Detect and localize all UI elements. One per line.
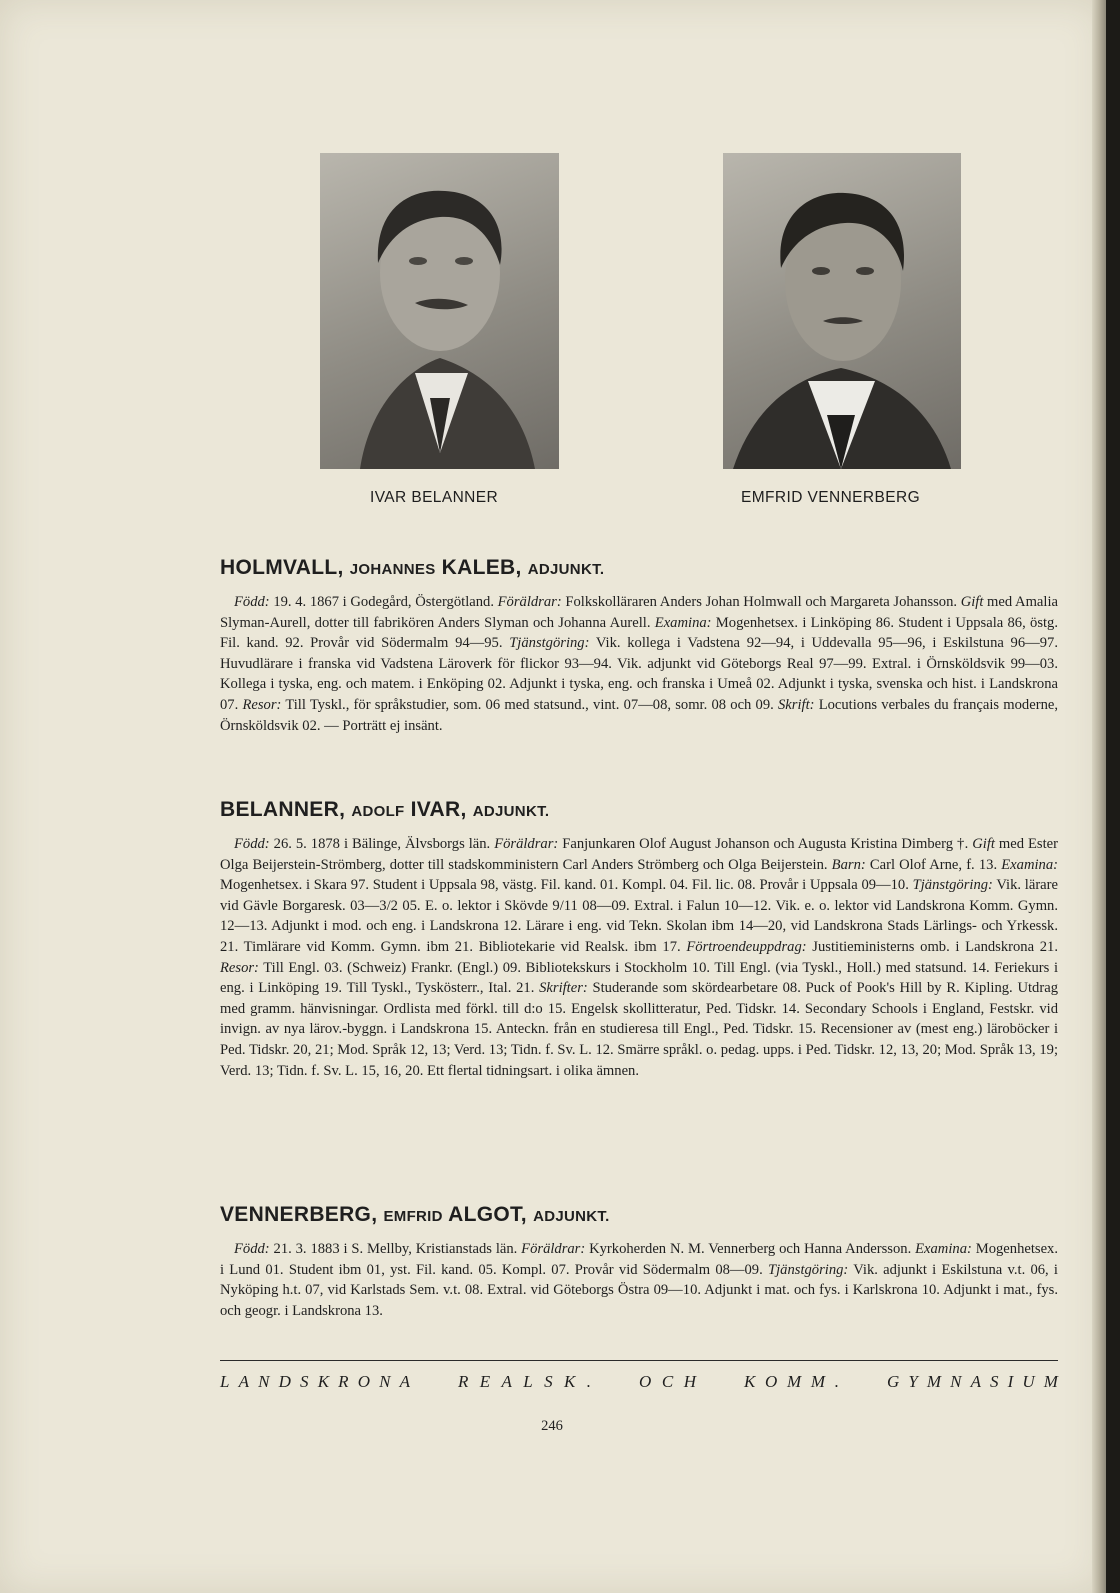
portrait-caption-right: EMFRID VENNERBERG <box>741 489 921 506</box>
portrait-photo-left <box>320 153 559 469</box>
field-text: Mogenhetsex. i Lund 01. Student ibm 01, yst. Fil. kand. 05. Kompl. 07. Provår vid Södermalm 08—09. <box>220 1241 1058 1278</box>
field-text: Kyrkoherden N. M. Vennerberg och Hanna Andersson. <box>585 1241 916 1257</box>
field-text: Vik. kollega i Vadstena 92—94, i Uddevalla 95—96, i Eskilstuna 96—97. Huvudlärare i franska vid Vadstena Läroverk för flickor 93—94. Vik. adjunkt vid Göteborgs Real 97—99. Extral. i Örnsköldsvik 99—03. Kollega i tyska, eng. och matem. i Enköping 02. Adjunkt i tyska, eng. och franska i Umeå 02. Adjunkt i tyska, svenska och hist. i Landskrona 07. <box>220 635 1058 713</box>
entry-heading <box>220 798 1058 824</box>
field-text: Studerande som skördearbetare 08. Puck of Pook's Hill by R. Kipling. Utdrag med gramm. hänvisningar. Ordlista med förkl. till d:o 15. Engelsk skollitteratur, Ped. Tidskr. 14. Secondary Schools i England, Festskr. vid invign. av nya lärov.-byggn. i Landskrona 15. Anteckn. från en studieresa till Engl., Ped. Tidskr. 15. Recensioner av (mest eng.) läroböcker i Ped. Tidskr. 20, 21; Mod. Språk 12, 13; Verd. 13; Tidn. f. Sv. L. 12. Smärre språkl. o. pedag. upps. i Ped. Tidskr. 12, 13, 20; Mod. Språk 13, 19; Verd. 13; Tidn. f. Sv. L. 15, 16, 20. Ett flertal tidningsart. i olika ämnen. <box>220 980 1058 1079</box>
field-label: Gift <box>972 836 995 852</box>
page-edge <box>1092 0 1106 1593</box>
field-label: Föräldrar: <box>521 1241 586 1257</box>
entry-heading <box>220 1203 1058 1229</box>
field-label: Född: <box>234 836 270 852</box>
entry-vennerberg <box>220 1203 1058 1321</box>
field-label: Resor: <box>220 959 259 976</box>
field-label: Förtroendeuppdrag: <box>686 938 807 955</box>
field-label: Född: <box>234 594 270 610</box>
field-label: Tjänstgöring: <box>509 635 590 652</box>
entry-given-name: EMFRID <box>383 1208 443 1225</box>
field-label: Examina: <box>1001 856 1058 873</box>
field-label: Född: <box>234 1241 270 1257</box>
entry-holmvall <box>220 556 1058 736</box>
entry-biography <box>220 834 1058 1081</box>
field-text: Till Tyskl., för språkstudier, som. 06 med statsund., vint. 07—08, somr. 08 och 09. <box>281 696 778 713</box>
footer-word: R E A L S K . <box>458 1372 591 1391</box>
entry-heading <box>220 556 1058 582</box>
field-text: Folkskolläraren Anders Johan Holmwall och Margareta Johansson. <box>561 594 961 610</box>
field-label: Skrifter: <box>539 980 588 997</box>
field-text: med Amalia Slyman-Aurell, dotter till fabrikören Anders Slyman och Johanna Aurell. <box>220 594 1058 631</box>
footer-rule <box>220 1360 1058 1361</box>
field-label: Resor: <box>242 696 282 713</box>
entry-call-name: KALEB, <box>441 556 522 579</box>
entry-surname: HOLMVALL, <box>220 556 344 579</box>
footer-word: O C H <box>639 1372 696 1391</box>
footer-word: L A N D S K R O N A <box>220 1372 410 1391</box>
entry-surname: BELANNER, <box>220 798 346 821</box>
entry-call-name: ALGOT, <box>448 1203 527 1226</box>
entry-title: ADJUNKT. <box>533 1208 610 1225</box>
field-label: Gift <box>960 594 984 610</box>
field-text: Vik. lärare vid Gävle Borgaresk. 03—3/2 05. E. o. lektor i Skövde 9/11 08—09. Extral. i Falun 10—12. Vik. e. o. lektor vid Landskrona Komm. Gymn. 12—13. Adjunkt i mod. och eng. i Landskrona 12. Lärare i eng. vid Tekn. Skolan ibm 14—20, vid Landskrona Stads Lärlings- och Yrkessk. 21. Timlärare vid Komm. Gymn. ibm 21. Bibliotekarie vid Realsk. ibm 17. <box>220 877 1058 955</box>
entry-title: ADJUNKT. <box>527 561 605 578</box>
field-text: Carl Olof Arne, f. 13. <box>865 856 1002 873</box>
field-text: Locutions verbales du français moderne, Örnsköldsvik 02. — Porträtt ej insänt. <box>220 696 1058 734</box>
field-text: 26. 5. 1878 i Bälinge, Älvsborgs län. <box>269 836 495 852</box>
page-number: 246 <box>541 1418 563 1434</box>
footer-word: K O M M . <box>744 1372 839 1391</box>
entry-belanner <box>220 798 1058 1081</box>
field-text: Justitieministerns omb. i Landskrona 21. <box>806 938 1059 955</box>
footer-word: G Y M N A S I U M <box>887 1372 1058 1391</box>
field-text: Vik. adjunkt i Eskilstuna v.t. 06, i Nyköping h.t. 07, vid Karlstads Sem. v.t. 08. Extral. vid Göteborgs Östra 09—10. Adjunkt i mat. och fys. i Karlskrona 10. Adjunkt i mat., fys. och geogr. i Landskrona 13. <box>220 1261 1058 1319</box>
entry-given-name: JOHANNES <box>349 561 436 578</box>
field-label: Barn: <box>831 856 866 873</box>
portrait-caption-left: IVAR BELANNER <box>370 489 499 506</box>
field-text: Fanjunkaren Olof August Johanson och Augusta Kristina Dimberg †. <box>558 836 973 852</box>
entry-biography <box>220 592 1058 736</box>
field-text: 21. 3. 1883 i S. Mellby, Kristianstads län. <box>269 1241 522 1257</box>
field-text: med Ester Olga Beijerstein-Strömberg, dotter till stadskomministern Carl Anders Strömberg och Olga Beijerstein. <box>220 836 1058 873</box>
field-label: Föräldrar: <box>497 594 562 610</box>
field-text: 19. 4. 1867 i Godegård, Östergötland. <box>269 594 498 610</box>
entry-call-name: IVAR, <box>410 798 467 821</box>
field-label: Föräldrar: <box>494 836 559 852</box>
field-text: Mogenhetsex. i Linköping 86. Student i Uppsala 86, östg. Fil. kand. 92. Provår vid Södermalm 94—95. <box>220 614 1058 652</box>
running-footer <box>220 1372 1058 1392</box>
entry-given-name: ADOLF <box>351 803 405 820</box>
field-text: Till Engl. 03. (Schweiz) Frankr. (Engl.) 09. Bibliotekskurs i Stockholm 10. Till Engl. (via Tyskl., Holl.) med statsund. 14. Feriekurs i eng. i Linköping 19. Till Tyskl., Tyskösterr., Ital. 21. <box>220 959 1058 997</box>
field-text: Mogenhetsex. i Skara 97. Student i Uppsala 98, västg. Fil. kand. 01. Kompl. 04. Fil. lic. 08. Provår i Uppsala 09—10. <box>220 877 913 894</box>
entry-biography <box>220 1239 1058 1321</box>
field-label: Tjänstgöring: <box>912 877 993 894</box>
field-label: Tjänstgöring: <box>768 1261 849 1278</box>
field-label: Examina: <box>915 1241 972 1257</box>
entry-title: ADJUNKT. <box>472 803 550 820</box>
field-label: Examina: <box>654 614 712 631</box>
entry-surname: VENNERBERG, <box>220 1203 378 1226</box>
field-label: Skrift: <box>778 696 815 713</box>
portrait-photo-right <box>723 153 961 469</box>
